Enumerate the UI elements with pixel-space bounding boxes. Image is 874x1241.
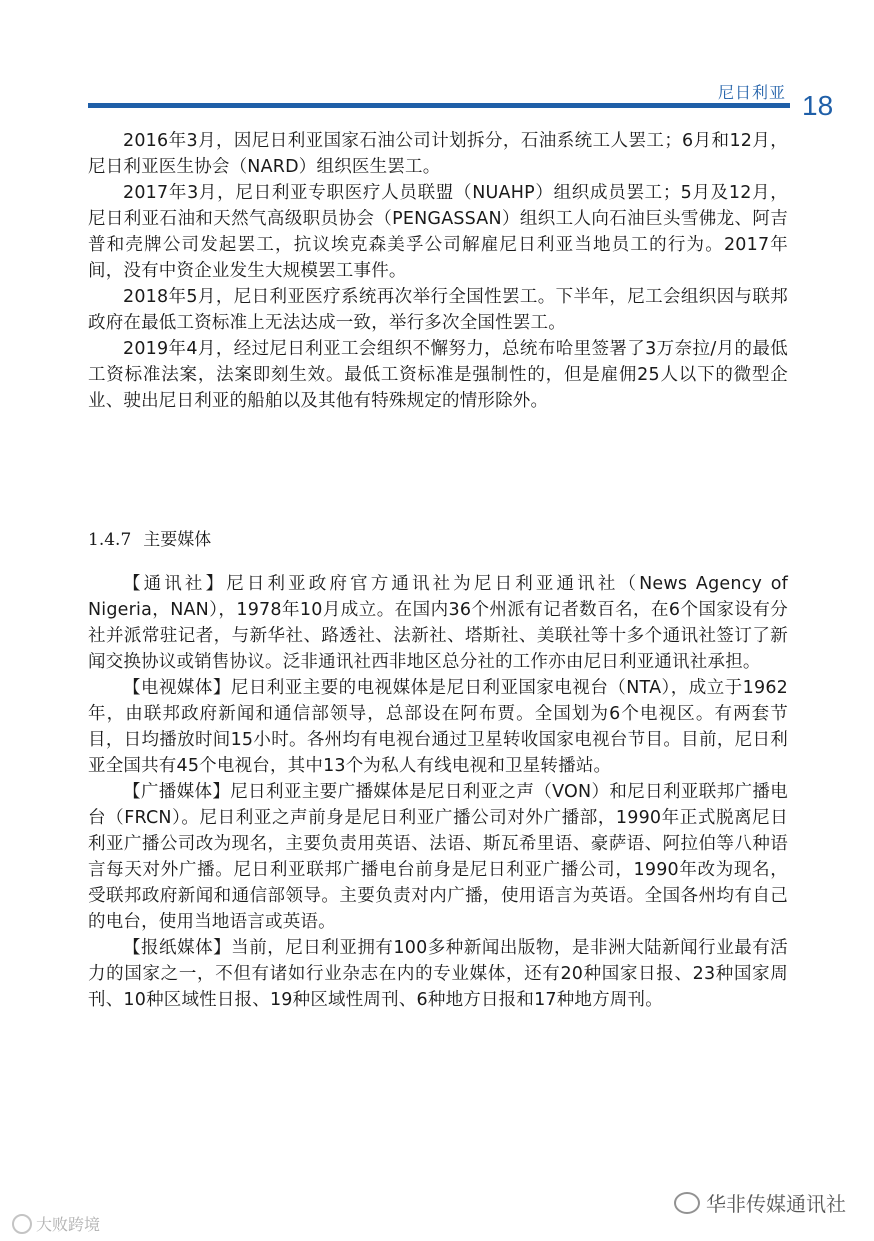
section-title: 主要媒体	[143, 530, 212, 550]
section-number: 1.4.7	[88, 530, 132, 550]
corner-brand-name: 大败跨境	[36, 1215, 101, 1234]
wechat-account-name: 华非传媒通讯社	[706, 1192, 846, 1216]
paragraph: 2016年3月，因尼日利亚国家石油公司计划拆分，石油系统工人罢工；6月和12月，尼日利亚医生协会（NARD）组织医生罢工。	[88, 131, 788, 177]
body-text-media	[88, 571, 788, 1013]
paragraph: 【电视媒体】尼日利亚主要的电视媒体是尼日利亚国家电视台（NTA），成立于1962年，由联邦政府新闻和通信部领导，总部设在阿布贾。全国划为6个电视区。有两套节目，日均播放时间15小时。各州均有电视台通过卫星转收国家电视台节目。目前，尼日利亚全国共有45个电视台，其中13个为私人有线电视和卫星转播站。	[88, 678, 788, 776]
paragraph: 【广播媒体】尼日利亚主要广播媒体是尼日利亚之声（VON）和尼日利亚联邦广播电台（FRCN）。尼日利亚之声前身是尼日利亚广播公司对外广播部，1990年正式脱离尼日利亚广播公司改为现名，主要负责用英语、法语、斯瓦希里语、豪萨语、阿拉伯等八种语言每天对外广播。尼日利亚联邦广播电台前身是尼日利亚广播公司，1990年改为现名，受联邦政府新闻和通信部领导。主要负责对内广播，使用语言为英语。全国各州均有自己的电台，使用当地语言或英语。	[88, 782, 788, 932]
header-rule	[88, 103, 790, 108]
section-heading	[88, 527, 211, 553]
page-number: 18	[802, 90, 834, 121]
brand-logo-icon	[12, 1214, 32, 1234]
running-title: 尼日利亚	[717, 83, 786, 102]
paragraph: 2019年4月，经过尼日利亚工会组织不懈努力，总统布哈里签署了3万奈拉/月的最低工资标准法案，法案即刻生效。最低工资标准是强制性的，但是雇佣25人以下的微型企业、驶出尼日利亚的船舶以及其他有特殊规定的情形除外。	[88, 339, 788, 411]
paragraph: 2018年5月，尼日利亚医疗系统再次举行全国性罢工。下半年，尼工会组织因与联邦政府在最低工资标准上无法达成一致，举行多次全国性罢工。	[88, 287, 788, 333]
paragraph: 2017年3月，尼日利亚专职医疗人员联盟（NUAHP）组织成员罢工；5月及12月，尼日利亚石油和天然气高级职员协会（PENGASSAN）组织工人向石油巨头雪佛龙、阿吉普和壳牌公司发起罢工，抗议埃克森美孚公司解雇尼日利亚当地员工的行为。2017年间，没有中资企业发生大规模罢工事件。	[88, 183, 788, 281]
paragraph: 【通讯社】尼日利亚政府官方通讯社为尼日利亚通讯社（News Agency of Nigeria，NAN），1978年10月成立。在国内36个州派有记者数百名，在6个国家设有分社并派常驻记者，与新华社、路透社、法新社、塔斯社、美联社等十多个通讯社签订了新闻交换协议或销售协议。泛非通讯社西非地区总分社的工作亦由尼日利亚通讯社承担。	[88, 574, 788, 672]
paragraph: 【报纸媒体】当前，尼日利亚拥有100多种新闻出版物，是非洲大陆新闻行业最有活力的国家之一，不但有诸如行业杂志在内的专业媒体，还有20种国家日报、23种国家周刊、10种区域性日报、19种区域性周刊、6种地方日报和17种地方周刊。	[88, 938, 788, 1010]
corner-watermark	[12, 1212, 100, 1235]
body-text-top	[88, 128, 788, 414]
wechat-watermark	[674, 1188, 846, 1217]
wechat-icon	[674, 1192, 700, 1214]
